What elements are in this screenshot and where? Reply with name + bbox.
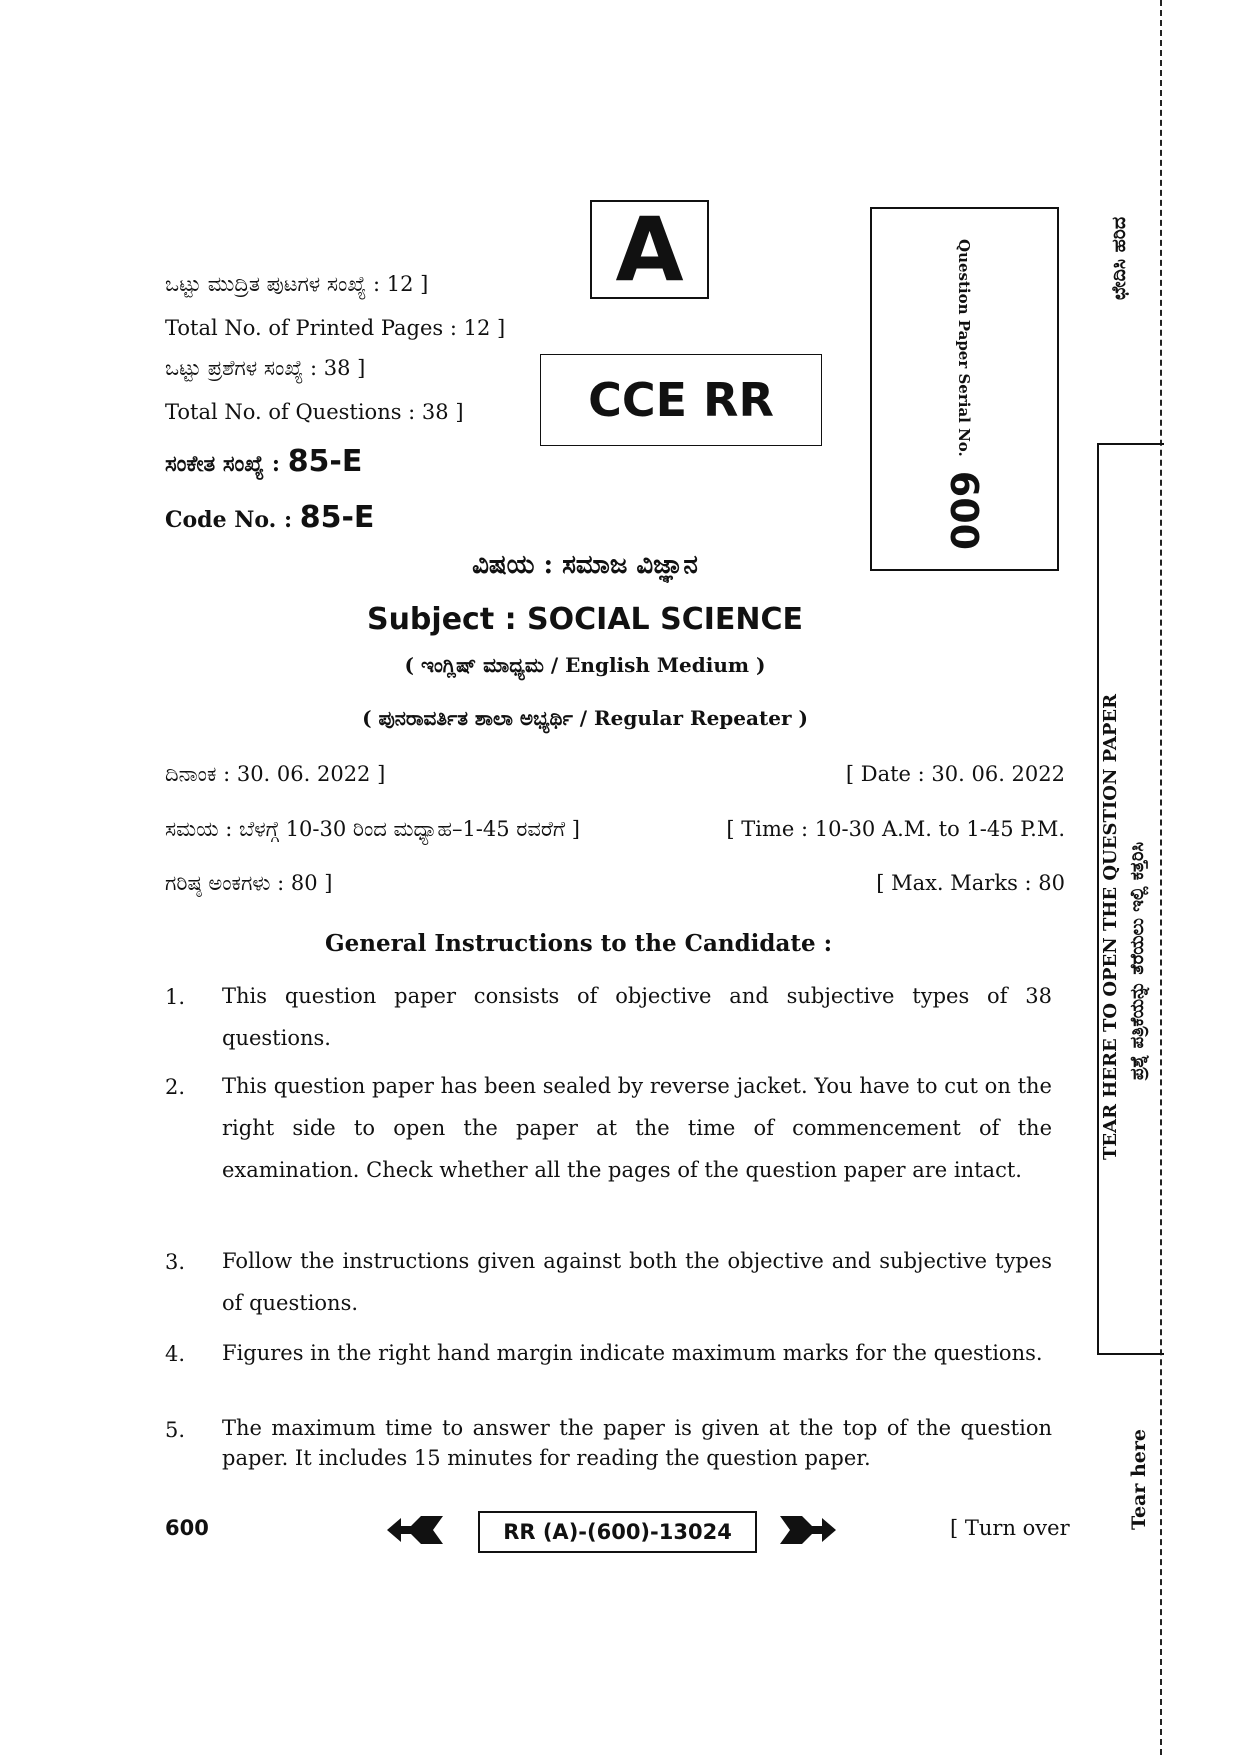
kannada-time: ಸಮಯ : ಬೆಳಗ್ಗೆ 10-30 ರಿಂದ ಮಧ್ಯಾಹ–1-45 ರವರೆಗೆ ] — [165, 817, 580, 841]
exam-name-box: CCE RR — [540, 354, 822, 446]
kannada-tear-instruction: ಪ್ರಶ್ನೆ ಪತ್ರಿಕೆಯನ್ನು ತೆರೆಯಲು ಇಲ್ಲಿ ಕತ್ತರಿಸಿ — [1127, 841, 1148, 1080]
kannada-code-label: ಸಂಕೇತ ಸಂಖ್ಯೆ : — [165, 451, 281, 477]
instructions-title: General Instructions to the Candidate : — [325, 930, 833, 957]
instruction-text: The maximum time to answer the paper is given at the top of the question paper. It includes 15 minutes for reading the question paper. — [222, 1416, 1052, 1470]
instruction-text: Figures in the right hand margin indicate maximum marks for the questions. — [222, 1341, 1043, 1365]
instruction-text: Follow the instructions given against both the objective and subjective types of questions. — [222, 1249, 1052, 1315]
code-value: 85-E — [299, 500, 375, 535]
right-arrow-icon — [780, 1516, 836, 1544]
code-number — [165, 500, 374, 535]
total-printed-pages: Total No. of Printed Pages : 12 ] — [165, 316, 506, 340]
exam-time: [ Time : 10-30 A.M. to 1-45 P.M. — [726, 817, 1065, 841]
instruction-number: 1. — [165, 985, 186, 1009]
instruction-text: This question paper has been sealed by reverse jacket. You have to cut on the right side to open the paper at the time of commencement of the examination. Check whether all the pages of the question paper are intact. — [222, 1074, 1052, 1182]
kannada-total-questions: ಒಟ್ಟು ಪ್ರಶೆಗಳ ಸಂಖ್ಯೆ : 38 ] — [165, 356, 366, 380]
left-arrow-icon — [387, 1516, 443, 1544]
kannada-code-value: 85-E — [287, 444, 363, 479]
candidate-type: ( ಪುನರಾವರ್ತಿತ ಶಾಲಾ ಅಭ್ಯರ್ಥಿ / Regular Repeater ) — [362, 706, 808, 730]
serial-number: 600 — [942, 470, 987, 551]
serial-number-box — [870, 207, 1059, 571]
medium: ( ಇಂಗ್ಲಿಷ್ ಮಾಧ್ಯಮ / English Medium ) — [404, 653, 766, 677]
paper-version-box: A — [590, 200, 709, 299]
subject-title: Subject : SOCIAL SCIENCE — [366, 602, 804, 637]
serial-label: Question Paper Serial No. — [955, 239, 974, 457]
instruction-number: 4. — [165, 1342, 186, 1366]
turn-over: [ Turn over — [950, 1516, 1070, 1540]
kannada-date: ದಿನಾಂಕ : 30. 06. 2022 ] — [165, 762, 386, 786]
tear-instruction-text: TEAR HERE TO OPEN THE QUESTION PAPER — [1100, 693, 1121, 1160]
kannada-code-number — [165, 444, 362, 479]
kannada-max-marks: ಗರಿಷ್ಠ ಅಂಕಗಳು : 80 ] — [165, 871, 333, 895]
total-questions: Total No. of Questions : 38 ] — [165, 400, 464, 424]
exam-date: [ Date : 30. 06. 2022 — [845, 762, 1065, 786]
kannada-subject: ವಿಷಯ : ಸಮಾಜ ವಿಜ್ಞಾನ — [472, 550, 698, 580]
code-label: Code No. : — [165, 507, 293, 533]
tear-here-label: Tear here — [1128, 1429, 1150, 1530]
kannada-tear-top: ಛೇದಿಸಿ ಹರಿದ — [1108, 216, 1130, 300]
page-code: 600 — [165, 1516, 209, 1540]
paper-code-box: RR (A)-(600)-13024 — [478, 1511, 757, 1553]
instruction-text: This question paper consists of objective and subjective types of 38 questions. — [222, 984, 1052, 1050]
instruction-number: 5. — [165, 1418, 186, 1442]
max-marks: [ Max. Marks : 80 — [876, 871, 1065, 895]
kannada-total-pages: ಒಟ್ಟು ಮುದ್ರಿತ ಪುಟಗಳ ಸಂಖ್ಯೆ : 12 ] — [165, 272, 429, 296]
instruction-number: 3. — [165, 1250, 186, 1274]
instruction-number: 2. — [165, 1075, 186, 1099]
